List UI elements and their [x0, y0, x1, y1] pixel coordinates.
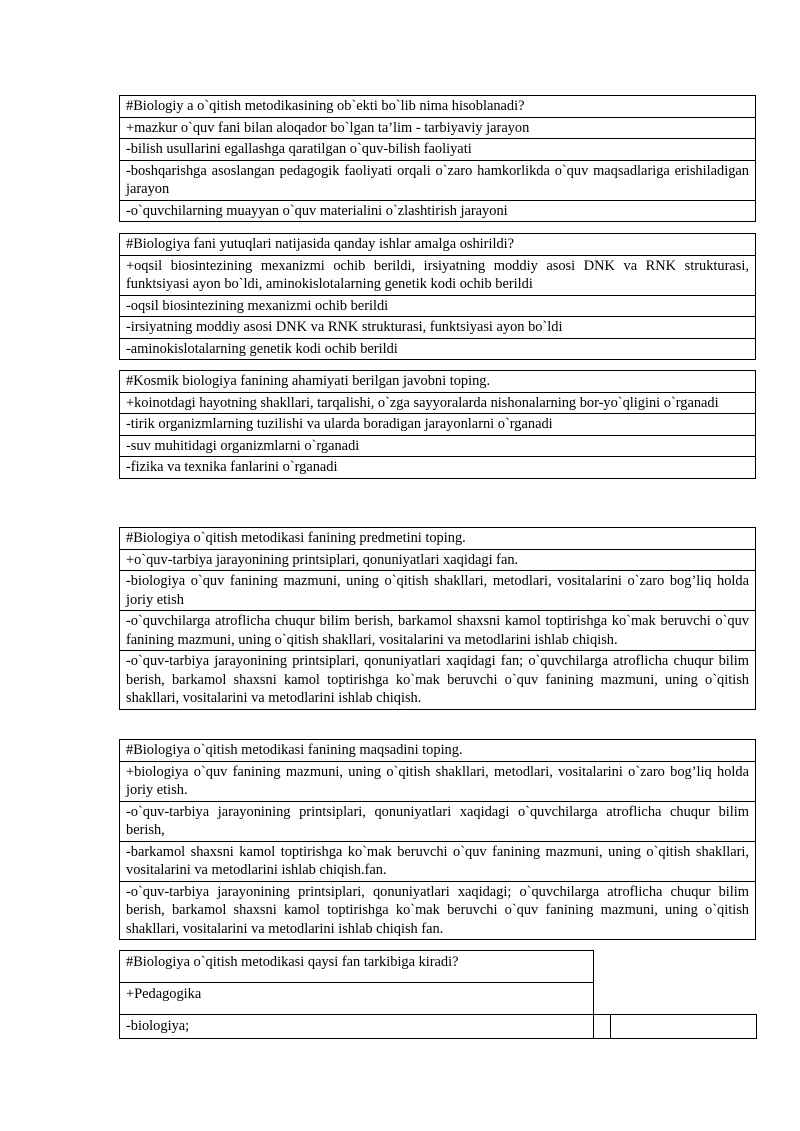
- answer-option: -barkamol shaxsni kamol toptirishga ko`mak beruvchi o`quv fanining mazmuni, uning o`qitish shakllari, vositalarini va metodlarini ishlab chiqish.fan.: [120, 841, 756, 881]
- answer-option: -tirik organizmlarning tuzilishi va ularda boradigan jarayonlarni o`rganadi: [120, 414, 756, 436]
- answer-option: -suv muhitidagi organizmlarni o`rganadi: [120, 435, 756, 457]
- answer-option: -oqsil biosintezining mexanizmi ochib berildi: [120, 295, 756, 317]
- question-table-3: [119, 370, 756, 479]
- question-table-1: [119, 95, 756, 222]
- answer-correct: +biologiya o`quv fanining mazmuni, uning o`qitish shakllari, metodlari, vositalarini o`zaro bog’liq holda joriy etish.: [120, 761, 756, 801]
- empty-cell: [594, 1015, 611, 1039]
- answer-option: -bilish usullarini egallashga qaratilgan o`quv-bilish faoliyati: [120, 139, 756, 161]
- answer-option: -o`quvchilarning muayyan o`quv materialini o`zlashtirish jarayoni: [120, 200, 756, 222]
- answer-option: -biologiya;: [120, 1015, 594, 1039]
- answer-option: -irsiyatning moddiy asosi DNK va RNK strukturasi, funktsiyasi ayon bo`ldi: [120, 317, 756, 339]
- question-text: #Kosmik biologiya fanining ahamiyati berilgan javobni toping.: [120, 371, 756, 393]
- answer-option: -o`quvchilarga atroflicha chuqur bilim berish, barkamol shaxsni kamol toptirishga ko`mak beruvchi o`quv fanining mazmuni, uning o`qitish shakllari, vositalarini va metodlarini ishlab chiqish.: [120, 611, 756, 651]
- answer-correct: +oqsil biosintezining mexanizmi ochib berildi, irsiyatning moddiy asosi DNK va RNK strukturasi, funktsiyasi ayon bo`ldi, aminokislotalarning genetik kodi ochib berildi: [120, 255, 756, 295]
- question-table-2: [119, 233, 756, 360]
- answer-option: -biologiya o`quv fanining mazmuni, uning o`qitish shakllari, metodlari, vositalarini o`zaro bog’liq holda joriy etish: [120, 571, 756, 611]
- question-text: #Biologiya fani yutuqlari natijasida qanday ishlar amalga oshirildi?: [120, 234, 756, 256]
- answer-correct: +o`quv-tarbiya jarayonining printsiplari, qonuniyatlari xaqidagi fan.: [120, 549, 756, 571]
- question-table-6: [119, 950, 757, 1039]
- answer-option: -fizika va texnika fanlarini o`rganadi: [120, 457, 756, 479]
- answer-option: -aminokislotalarning genetik kodi ochib berildi: [120, 338, 756, 360]
- answer-correct: +mazkur o`quv fani bilan aloqador bo`lgan ta’lim - tarbiyaviy jarayon: [120, 117, 756, 139]
- answer-correct: +koinotdagi hayotning shakllari, tarqalishi, o`zga sayyoralarda nishonalarning bor-yo`qligini o`rganadi: [120, 392, 756, 414]
- answer-option: -boshqarishga asoslangan pedagogik faoliyati orqali o`zaro hamkorlikda o`quv maqsadlariga erishiladigan jarayon: [120, 160, 756, 200]
- question-text: #Biologiy a o`qitish metodikasining ob`ekti bo`lib nima hisoblanadi?: [120, 96, 756, 118]
- question-table-5: [119, 739, 756, 940]
- answer-correct: +Pedagogika: [120, 983, 594, 1015]
- question-text: #Biologiya o`qitish metodikasi fanining predmetini toping.: [120, 528, 756, 550]
- question-text: #Biologiya o`qitish metodikasi fanining maqsadini toping.: [120, 740, 756, 762]
- answer-option: -o`quv-tarbiya jarayonining printsiplari, qonuniyatlari xaqidagi; o`quvchilarga atroflicha chuqur bilim berish, barkamol shaxsni kamol toptirishga ko`mak beruvchi o`quv fanining mazmuni, uning o`qitish shakllari, vositalarini va metodlarini ishlab chiqish fan.: [120, 881, 756, 940]
- answer-option: -o`quv-tarbiya jarayonining printsiplari, qonuniyatlari xaqidagi fan; o`quvchilarga atroflicha chuqur bilim berish, barkamol shaxsni kamol toptirishga ko`mak beruvchi o`quv fanining mazmuni, uning o`qitish shakllari, vositalarini va metodlarini ishlab chiqish.: [120, 651, 756, 710]
- answer-option: -o`quv-tarbiya jarayonining printsiplari, qonuniyatlari xaqidagi o`quvchilarga atroflicha chuqur bilim berish,: [120, 801, 756, 841]
- question-table-4: [119, 527, 756, 710]
- question-text: #Biologiya o`qitish metodikasi qaysi fan tarkibiga kiradi?: [120, 951, 594, 983]
- empty-cell: [611, 1015, 757, 1039]
